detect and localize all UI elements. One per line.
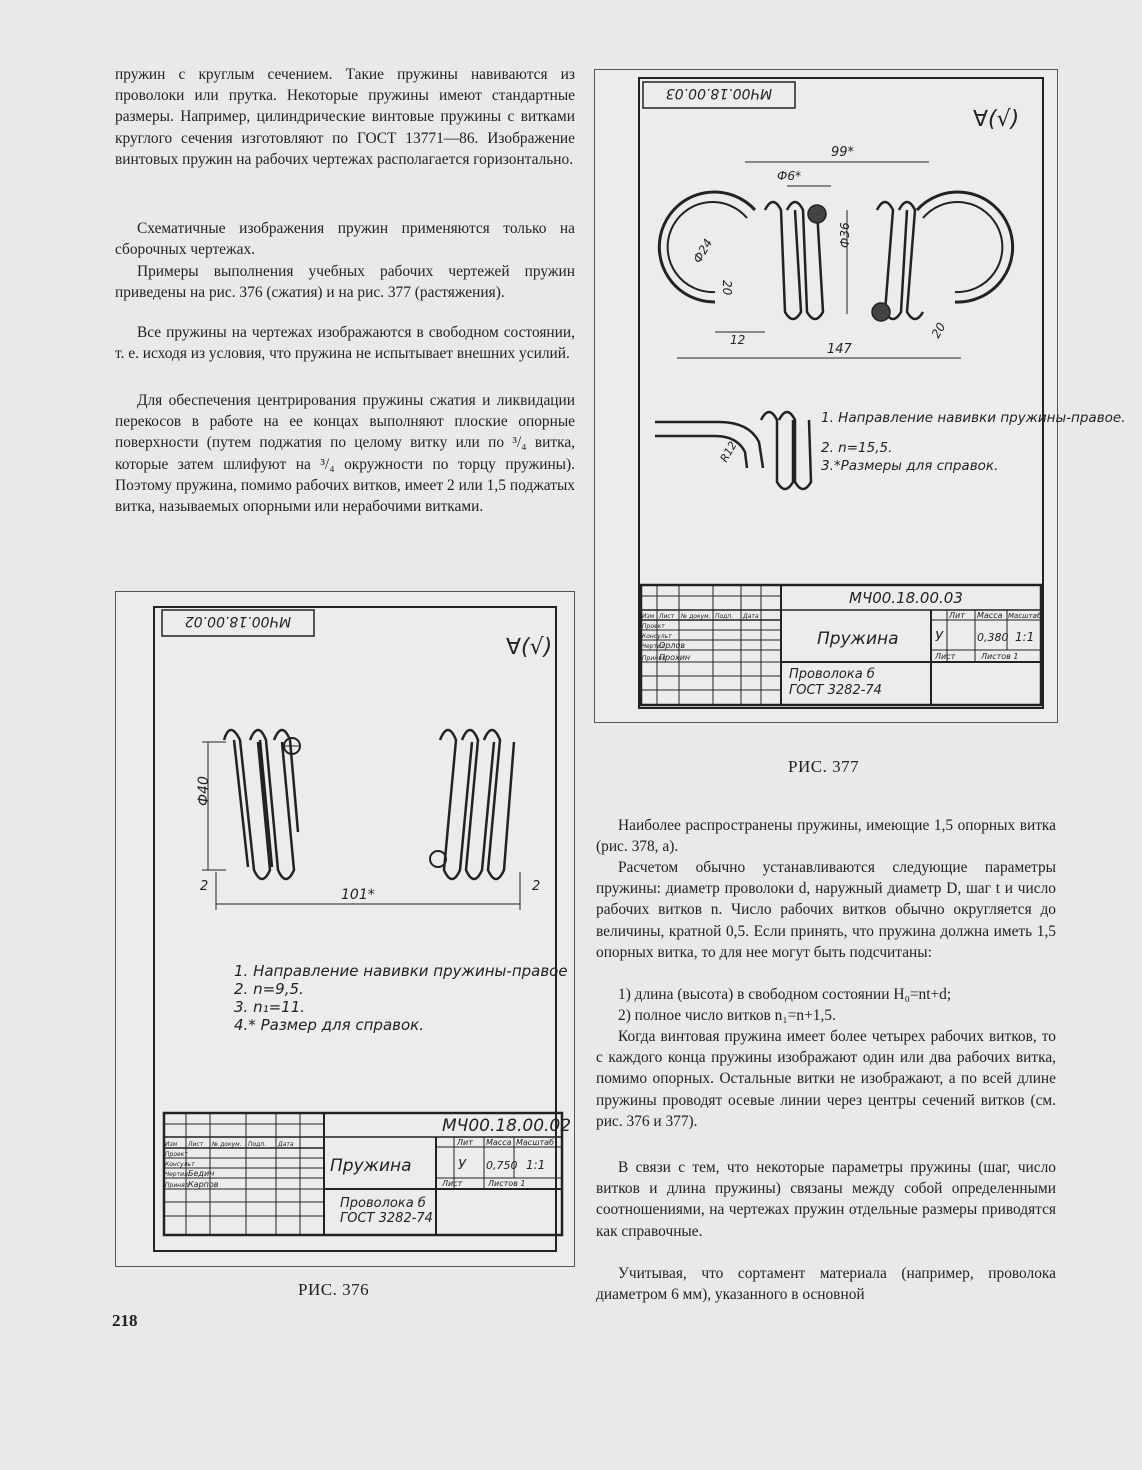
title-block-material-2: ГОСТ 3282-74 [789, 683, 882, 698]
dim-20-right-label: 20 [928, 320, 949, 341]
figure-376 [115, 591, 575, 1267]
role-drew: Чертил [642, 643, 665, 650]
wire-section-left [808, 205, 826, 223]
title-block-material-2: ГОСТ 3282-74 [340, 1211, 433, 1226]
role-accepted: Принял [642, 655, 666, 662]
spring-right-coils [440, 730, 514, 879]
page-number: 218 [112, 1311, 138, 1330]
role-project: Проект [165, 1151, 188, 1158]
row-label-doc: № докум. [212, 1141, 242, 1148]
note-3: 3. n₁=11. [234, 998, 306, 1016]
row-label-date: Дата [278, 1141, 294, 1148]
roughness-mark: ∀(√) [973, 107, 1020, 132]
dim-length-label: 101* [341, 887, 375, 903]
paragraph-left-3: Примеры выполнения учебных рабочих чертежей пружин приведены на рис. 376 (сжатия) и на рис. 377 (растяжения). [115, 263, 575, 302]
dim-147-label: 147 [827, 342, 852, 357]
scale-label: Масштаб [516, 1138, 555, 1147]
mass-value: 0,750 [486, 1159, 518, 1172]
lit-value: У [935, 630, 943, 645]
scale-value: 1:1 [1015, 630, 1035, 644]
lit-label: Лит [457, 1138, 473, 1147]
row-label-izm: Изм [165, 1141, 178, 1148]
role-accepted: Принял [165, 1182, 189, 1189]
dim-20-left-label: 20 [720, 280, 734, 296]
list-item-1: 1) длина (высота) в свободном состоянии H₀=nt+d; [618, 986, 952, 1003]
note-1: 1. Направление навивки пружины-правое. [821, 410, 1126, 426]
dim-diameter-label: Ф40 [196, 776, 212, 806]
sheets-label: Листов 1 [981, 652, 1019, 661]
paragraph-right-2: Расчетом обычно устанавливаются следующие параметры пружины: диаметр проволоки d, наружный диаметр D, шаг t и число рабочих витков n. Число рабочих витков обычно округляется до величины, кратной 0,5. Если принять, что пружина должна иметь 1,5 опорных витка, то для нее могут быть подсчитаны: [596, 859, 1056, 961]
name-drew: Орлов [659, 641, 686, 650]
top-code-text: МЧ00.18.00.03 [665, 85, 773, 101]
wire-section-right [430, 851, 446, 867]
lit-value: У [458, 1158, 466, 1173]
row-label-sign: Подп. [248, 1141, 267, 1148]
caption-376: РИС. 376 [298, 1280, 370, 1299]
paragraph-left-5: Для обеспечения центрирования пружины сжатия и ликвидации перекосов в работе на ее концах выполняют плоские опорные поверхности (путем поджатия по целому витку или по ³/₄ витка, которые затем шлифуют на ³/₄ окружности по торцу пружины). Поэтому пружина, помимо рабочих витков, имеет 2 или 1,5 поджатых витка, называемых опорными или нерабочими витками. [115, 392, 575, 516]
role-drew: Чертил [165, 1171, 188, 1178]
title-block-code: МЧ00.18.00.03 [849, 589, 963, 607]
dim-r12-label: R12 [717, 439, 740, 465]
note-2: 2. n=15,5. [821, 440, 893, 456]
scale-label: Масштаб [1008, 612, 1042, 620]
row-label-list: Лист [659, 613, 675, 620]
roughness-mark: ∀(√) [506, 635, 553, 660]
mass-label: Масса [486, 1138, 512, 1147]
list-item-2: 2) полное число витков n₁=n+1,5. [618, 1007, 836, 1024]
title-block-code: МЧ00.18.00.02 [442, 1116, 572, 1136]
role-consult: Консульт [165, 1161, 195, 1168]
title-block-name: Пружина [817, 629, 899, 649]
row-label-izm: Изм [642, 613, 655, 620]
top-code-text: МЧ00.18.00.02 [184, 613, 292, 629]
note-3: 3.*Размеры для справок. [821, 458, 999, 474]
lit-label: Лит [949, 611, 965, 620]
mass-value: 0,380 [977, 631, 1009, 644]
name-accepted: Прохин [659, 653, 691, 662]
name-accepted: Карпов [188, 1180, 219, 1189]
row-label-doc: № докум. [681, 613, 711, 620]
paragraph-right-4: В связи с тем, что некоторые параметры пружины (шаг, число витков и длина пружины) связаны между собой определенными соотношениями, на чертежах пружин отдельные размеры приводятся как справочные. [596, 1159, 1056, 1240]
hook-right [917, 192, 1013, 302]
figure-377-drawing [595, 70, 1126, 722]
note-2: 2. n=9,5. [234, 980, 304, 998]
figure-377 [594, 69, 1126, 723]
sheet-label: Лист [442, 1179, 463, 1188]
paragraph-right-3: Когда винтовая пружина имеет более четырех рабочих витков, то с каждого конца пружины изображают один или два рабочих витка, помимо опорных. Остальные витки не изображают, а по всей длине пружины проводят осевые линии через центры сечений витков (см. рис. 376 и 377). [596, 1028, 1056, 1130]
title-block-material-1: Проволока б [789, 667, 875, 682]
sheets-label: Листов 1 [488, 1179, 526, 1188]
dim-left-angle: 2 [200, 879, 209, 894]
title-block-name: Пружина [330, 1156, 412, 1176]
dim-wire-label: Ф6* [777, 169, 801, 183]
paragraph-right-1: Наиболее распространены пружины, имеющие 1,5 опорных витка (рис. 378, а). [596, 817, 1056, 856]
sheet-label: Лист [935, 652, 956, 661]
name-drew: Бедин [188, 1169, 215, 1178]
drawing-frame [154, 607, 556, 1251]
row-label-sign: Подп. [715, 613, 734, 620]
spring-right-coils [877, 202, 923, 319]
dim-coil-label: Ф36 [838, 222, 852, 248]
note-4: 4.* Размер для справок. [234, 1016, 424, 1034]
paragraph-left-1: пружин с круглым сечением. Такие пружины навиваются из проволоки или прутка. Некоторые пружины имеют стандартные размеры. Например, цилиндрические винтовые пружины с витками круглого сечения изготовляют по ГОСТ 13771—86. Изображение винтовых пружин на рабочих чертежах располагается горизонтально. [115, 66, 575, 168]
row-label-list: Лист [188, 1141, 204, 1148]
paragraph-right-5: Учитывая, что сортамент материала (например, проволока диаметром 6 мм), указанного в основной [596, 1265, 1056, 1304]
paragraph-left-2: Схематичные изображения пружин применяются только на сборочных чертежах. [115, 220, 575, 259]
wire-section-right [872, 303, 890, 321]
figure-376-drawing [116, 592, 574, 1266]
dim-right-angle: 2 [532, 879, 541, 894]
dim-12-label: 12 [730, 333, 746, 347]
title-block-material-1: Проволока б [340, 1196, 426, 1211]
role-consult: Консульт [642, 633, 672, 640]
paragraph-left-4: Все пружины на чертежах изображаются в свободном состоянии, т. е. исходя из условия, что пружина не испытывает внешних усилий. [115, 324, 575, 363]
caption-377: РИС. 377 [788, 757, 860, 776]
dim-overall-label: 99* [831, 145, 855, 160]
note-1: 1. Направление навивки пружины-правое [234, 962, 568, 980]
scale-value: 1:1 [526, 1158, 546, 1172]
mass-label: Масса [977, 611, 1003, 620]
detail-coils [761, 412, 811, 489]
dim-hook-label: Ф24 [690, 236, 716, 266]
role-project: Проект [642, 623, 665, 630]
row-label-date: Дата [743, 613, 759, 620]
